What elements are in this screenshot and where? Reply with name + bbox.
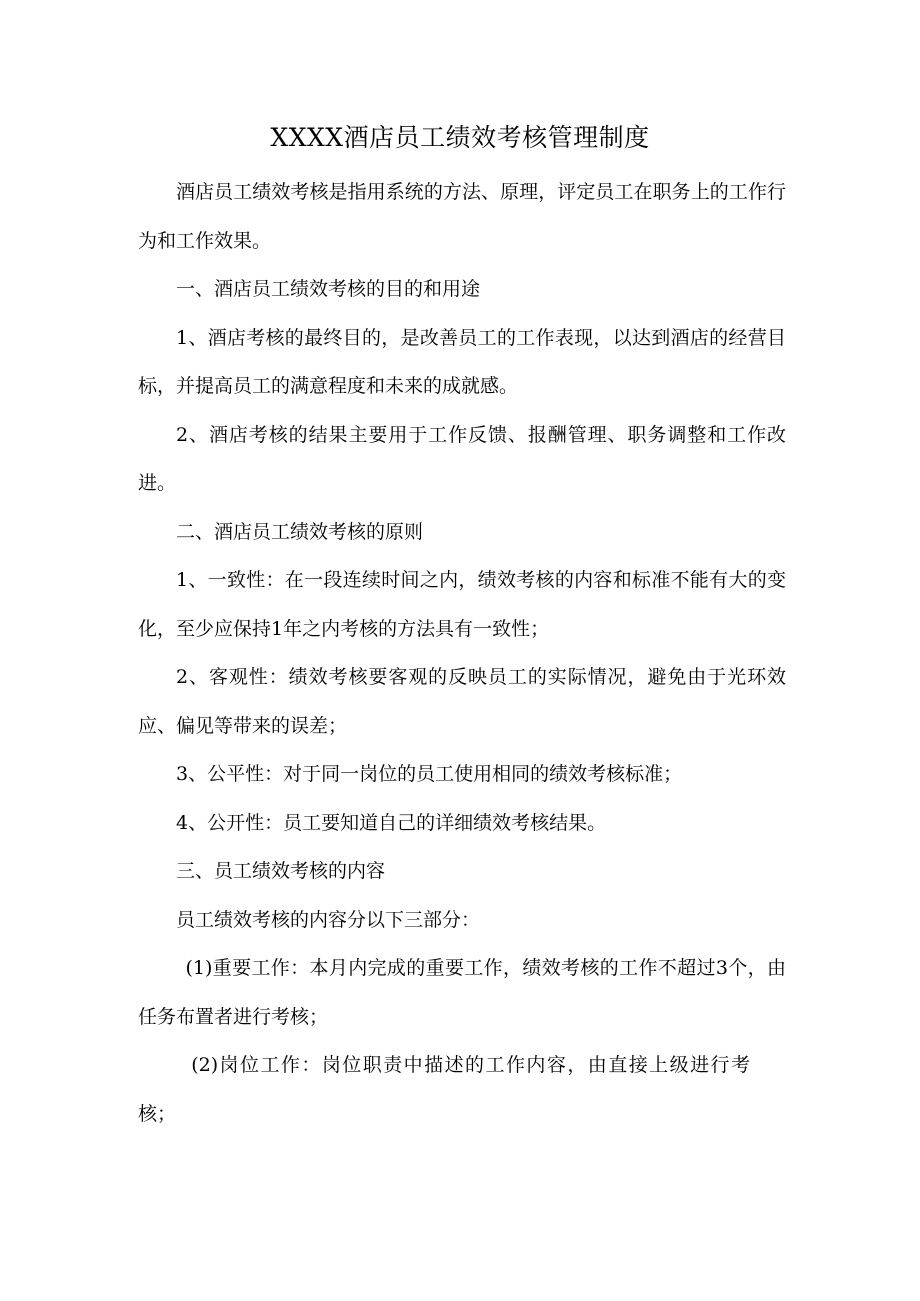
intro-paragraph: 酒店员工绩效考核是指用系统的方法、原理，评定员工在职务上的工作行为和工作效果。	[138, 181, 786, 252]
principle-item-4: 4、公开性：员工要知道自己的详细绩效考核结果。	[176, 811, 607, 834]
section-heading-purpose: 一、酒店员工绩效考核的目的和用途	[176, 278, 481, 300]
content-item-1: (1)重要工作：本月内完成的重要工作，绩效考核的工作不超过3个，由任务布置者进行考核；	[138, 957, 786, 1028]
principle-item-1: 1、一致性：在一段连续时间之内，绩效考核的内容和标准不能有大的变化，至少应保持1年之内考核的方法具有一致性；	[138, 569, 786, 640]
purpose-item-2: 2、酒店考核的结果主要用于工作反馈、报酬管理、职务调整和工作改进。	[138, 423, 786, 494]
document-title: XXXX酒店员工绩效考核管理制度	[270, 123, 650, 152]
section-heading-content: 三、员工绩效考核的内容	[176, 860, 386, 882]
section-heading-principles: 二、酒店员工绩效考核的原则	[176, 520, 424, 543]
principle-item-2: 2、客观性：绩效考核要客观的反映员工的实际情况，避免由于光环效应、偏见等带来的误差；	[138, 666, 786, 737]
content-intro: 员工绩效考核的内容分以下三部分：	[176, 908, 481, 931]
document-body	[138, 168, 786, 1138]
principle-item-3: 3、公平性：对于同一岗位的员工使用相同的绩效考核标准；	[176, 763, 683, 785]
content-item-2: (2)岗位工作：岗位职责中描述的工作内容，由直接上级进行考核；	[138, 1054, 750, 1125]
purpose-item-1: 1、酒店考核的最终目的，是改善员工的工作表现，以达到酒店的经营目标，并提高员工的满意程度和未来的成就感。	[138, 326, 786, 397]
